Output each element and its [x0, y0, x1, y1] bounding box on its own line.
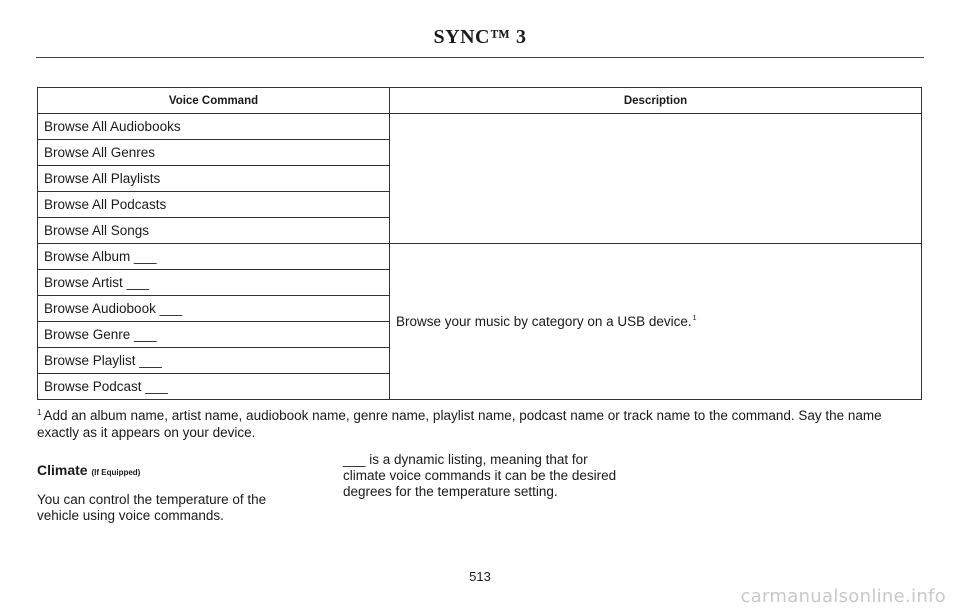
footnote-reference: 1 — [692, 315, 697, 322]
watermark: carmanualsonline.info — [740, 586, 946, 607]
table-row — [38, 114, 922, 140]
column-header-description: Description — [390, 88, 922, 114]
command-cell: Browse All Playlists — [38, 166, 390, 192]
header-divider — [36, 57, 924, 58]
description-text: Browse your music by category on a USB device. — [396, 314, 692, 329]
page-header-title: SYNC™ 3 — [433, 26, 527, 48]
command-cell: Browse All Genres — [38, 140, 390, 166]
command-cell: Browse Playlist ___ — [38, 348, 390, 374]
command-cell: Browse Audiobook ___ — [38, 296, 390, 322]
command-cell: Browse All Songs — [38, 218, 390, 244]
table-header-row — [38, 88, 922, 114]
command-cell: Browse Podcast ___ — [38, 374, 390, 400]
footnote-mark: 1 — [37, 408, 42, 417]
dynamic-listing-note: ___ is a dynamic listing, meaning that for climate voice commands it can be the desired degrees for the temperature setting. — [343, 452, 617, 499]
command-cell: Browse All Audiobooks — [38, 114, 390, 140]
climate-heading — [37, 462, 307, 478]
description-cell — [390, 244, 922, 400]
column-header-voice-command: Voice Command — [38, 88, 390, 114]
voice-command-table — [37, 87, 922, 400]
command-cell: Browse Album ___ — [38, 244, 390, 270]
footnote-text: Add an album name, artist name, audiobook name, genre name, playlist name, podcast name or track name to the command. Say the name exactly as it appears on your device. — [37, 408, 882, 440]
command-cell: Browse Genre ___ — [38, 322, 390, 348]
description-cell — [390, 114, 922, 244]
command-cell: Browse All Podcasts — [38, 192, 390, 218]
command-cell: Browse Artist ___ — [38, 270, 390, 296]
table-footnote — [37, 404, 925, 441]
climate-body-text: You can control the temperature of the vehicle using voice commands. — [37, 492, 267, 523]
table-row — [38, 244, 922, 270]
page-number: 513 — [469, 569, 491, 584]
climate-heading-text: Climate — [37, 462, 88, 478]
climate-section — [37, 462, 307, 524]
if-equipped-note: (If Equipped) — [91, 468, 141, 477]
